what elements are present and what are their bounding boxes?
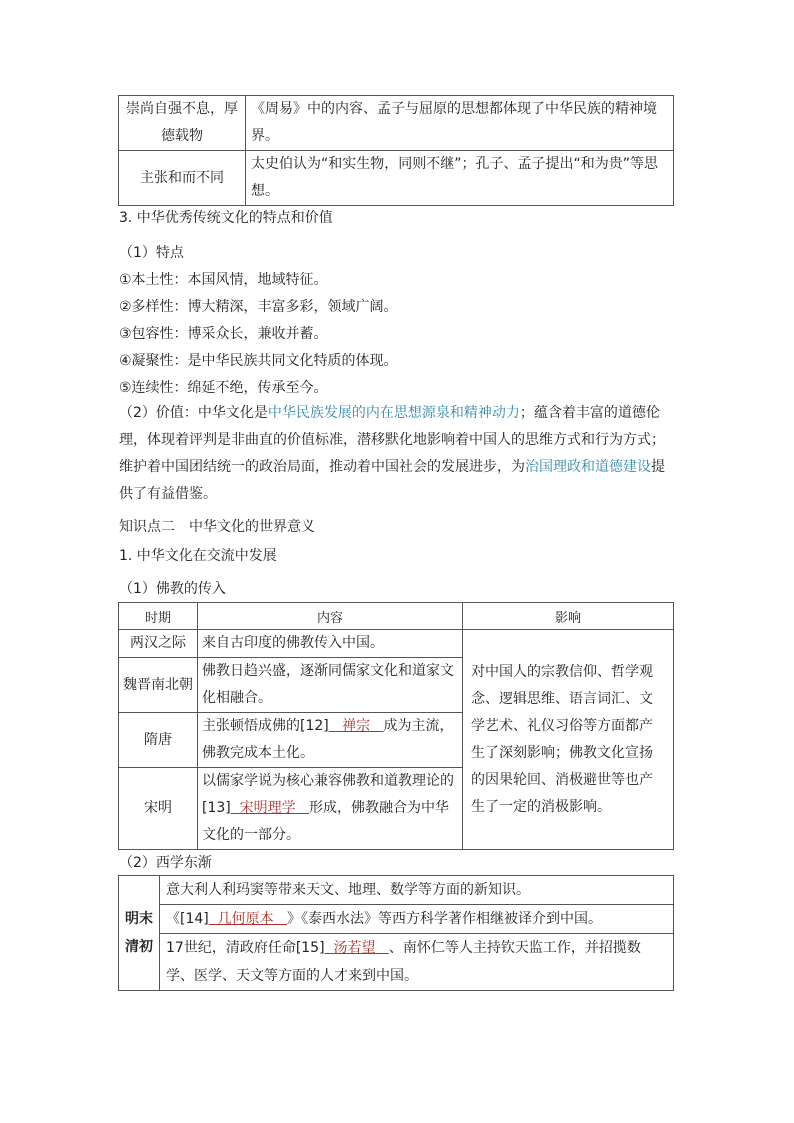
column-header: 影响 bbox=[463, 603, 674, 630]
value-paragraph bbox=[119, 400, 675, 508]
fill-in-answer: 汤若望 bbox=[333, 940, 376, 956]
content-cell bbox=[198, 713, 463, 768]
content-cell bbox=[160, 905, 674, 934]
content-cell: 意大利人利玛窦等带来天文、地理、数学等方面的新知识。 bbox=[160, 876, 674, 905]
value-highlight: 中华民族发展的内在思想源泉和精神动力 bbox=[267, 405, 520, 421]
content-text: 17世纪，清政府任命[15] bbox=[166, 940, 325, 956]
column-header: 时期 bbox=[119, 603, 198, 630]
content-cell: 来自古印度的佛教传入中国。 bbox=[198, 630, 463, 658]
feature-item: ①本土性：本国风情，地域特征。 bbox=[119, 272, 328, 288]
content-cell bbox=[198, 768, 463, 850]
content-text: 主张顿悟成佛的[12] bbox=[202, 718, 329, 734]
subheading-west: （2）西学东渐 bbox=[119, 855, 212, 871]
fill-in-answer: 几何原本 bbox=[217, 911, 274, 927]
content-text: 》《泰西水法》等西方科学著作相继被译介到中国。 bbox=[287, 911, 603, 927]
section-heading: 3. 中华优秀传统文化的特点和价值 bbox=[119, 210, 333, 226]
table-header-row bbox=[119, 603, 674, 630]
content-text: 成为主流，佛教完成本土化。 bbox=[202, 718, 454, 761]
era-cell: 明末清初 bbox=[119, 876, 160, 991]
period-cell: 两汉之际 bbox=[119, 630, 198, 658]
period-cell: 魏晋南北朝 bbox=[119, 658, 198, 713]
period-cell: 宋明 bbox=[119, 768, 198, 850]
table-row bbox=[119, 96, 674, 151]
section-heading: 1. 中华文化在交流中发展 bbox=[119, 548, 277, 564]
feature-item: ③包容性：博采众长，兼收并蓄。 bbox=[119, 326, 328, 342]
table-row bbox=[119, 630, 674, 658]
feature-item: ⑤连续性：绵延不绝，传承至今。 bbox=[119, 380, 328, 396]
value-highlight: 治国理政和道德建设 bbox=[525, 459, 651, 475]
fill-in-answer: 宋明理学 bbox=[239, 800, 296, 816]
content-cell bbox=[160, 934, 674, 991]
knowledge-point-heading: 知识点二 中华文化的世界意义 bbox=[119, 519, 315, 535]
influence-cell: 对中国人的宗教信仰、哲学观念、逻辑思维、语言词汇、文学艺术、礼仪习俗等方面都产生了深刻影响；佛教文化宣扬的因果轮回、消极避世等也产生了一定的消极影响。 bbox=[463, 630, 674, 850]
term-cell: 崇尚自强不息，厚德载物 bbox=[119, 96, 246, 151]
west-learning-table bbox=[118, 875, 674, 991]
subheading-buddhism: （1）佛教的传入 bbox=[119, 581, 226, 597]
term-cell: 主张和而不同 bbox=[119, 151, 246, 206]
content-text: 《[14] bbox=[166, 911, 209, 927]
fill-in-answer: 禅宗 bbox=[342, 718, 371, 734]
table-row bbox=[119, 151, 674, 206]
table-row bbox=[119, 934, 674, 991]
content-cell: 佛教日趋兴盛，逐渐同儒家文化和道家文化相融合。 bbox=[198, 658, 463, 713]
period-cell: 隋唐 bbox=[119, 713, 198, 768]
desc-cell: 《周易》中的内容、孟子与屈原的思想都体现了中华民族的精神境界。 bbox=[246, 96, 674, 151]
subheading-features: （1）特点 bbox=[119, 245, 184, 261]
column-header: 内容 bbox=[198, 603, 463, 630]
table-row bbox=[119, 876, 674, 905]
feature-item: ④凝聚性：是中华民族共同文化特质的体现。 bbox=[119, 353, 398, 369]
content-text: 、南怀仁等人主持钦天监工作，并招揽数学、医学、天文等方面的人才来到中国。 bbox=[166, 940, 641, 984]
value-text: （2）价值：中华文化是 bbox=[119, 405, 268, 421]
desc-cell: 太史伯认为“和实生物，同则不继”；孔子、孟子提出“和为贵”等思想。 bbox=[246, 151, 674, 206]
table-row bbox=[119, 905, 674, 934]
content-text: 以儒家学说为核心兼容佛教和道教理论的[13] bbox=[202, 773, 454, 816]
buddhism-table bbox=[118, 602, 674, 850]
value-text: 提供了有益借鉴。 bbox=[119, 459, 665, 502]
value-text: ；蕴含着丰富的道德伦理，体现着评判是非曲直的价值标准，潜移默化地影响着中国人的思维方式和行为方式；维护着中国团结统一的政治局面，推动着中国社会的发展进步，为 bbox=[119, 405, 665, 475]
content-text: 形成，佛教融合为中华文化的一部分。 bbox=[202, 800, 450, 843]
feature-item: ②多样性：博大精深，丰富多彩，领域广阔。 bbox=[119, 299, 398, 315]
tradition-table bbox=[118, 95, 674, 206]
